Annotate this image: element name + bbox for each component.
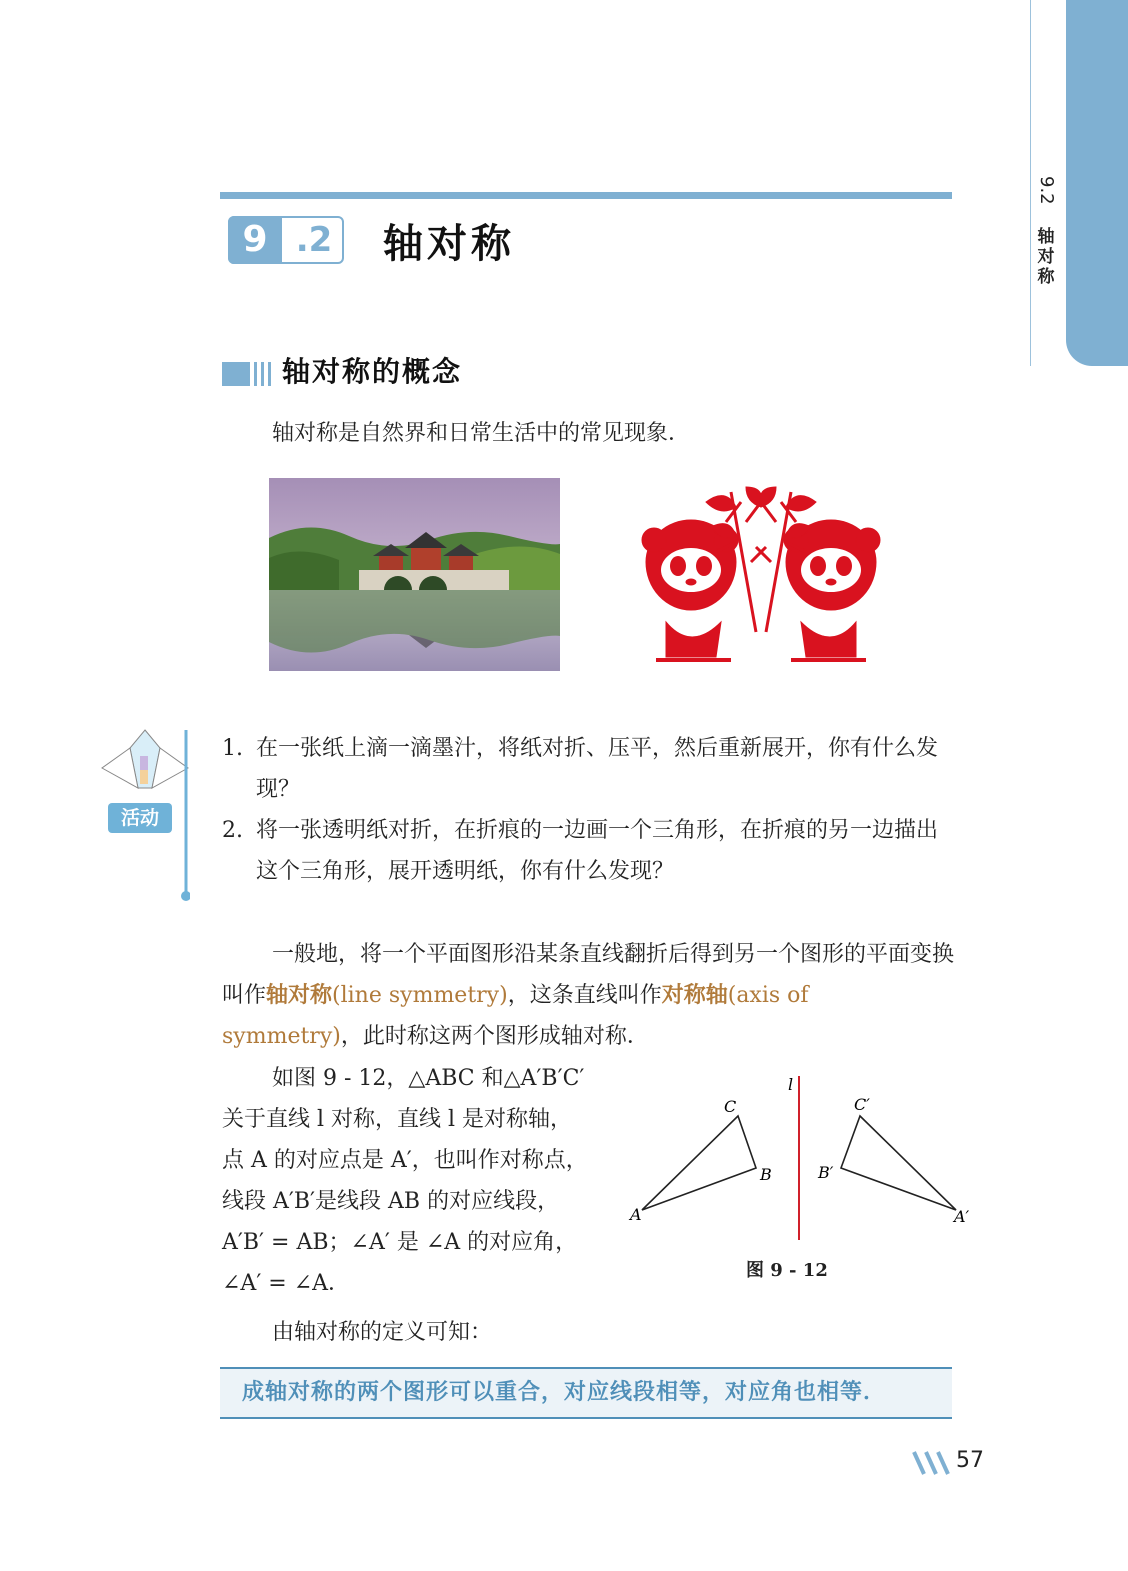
section-top-rule — [220, 192, 952, 199]
example-line: 线段 A′B′是线段 AB 的对应线段， — [222, 1189, 560, 1214]
activity-item-text: 在一张纸上滴一滴墨汁，将纸对折、压平，然后重新展开，你有什么发现？ — [256, 736, 939, 802]
term-line-symmetry: 轴对称 — [266, 983, 333, 1008]
activity-item: 1. 在一张纸上滴一滴墨汁，将纸对折、压平，然后重新展开，你有什么发现？ — [222, 736, 939, 802]
lead-text: 由轴对称的定义可知： — [272, 1320, 493, 1345]
side-tab-text — [1036, 176, 1058, 287]
example-line: 关于直线 l 对称，直线 l 是对称轴， — [222, 1107, 573, 1132]
label-b-prime: B′ — [818, 1163, 834, 1182]
triangle-abc — [642, 1116, 756, 1210]
panda-papercut — [636, 482, 886, 672]
label-b: B — [760, 1165, 772, 1184]
activity-item: 2. 将一张透明纸对折，在折痕的一边画一个三角形，在折痕的另一边描出这个三角形，展开透明纸，你有什么发现？ — [222, 818, 939, 884]
subsection-title: 轴对称的概念 — [282, 355, 463, 388]
side-divider — [1030, 0, 1031, 366]
definition-paragraph: 一般地，将一个平面图形沿某条直线翻折后得到另一个图形的平面变换叫作轴对称(line symmetry)，这条直线叫作对称轴(axis of symmetry)，此时称这两个图形成轴对称． — [222, 942, 955, 1049]
triangle-a2b2c2 — [841, 1116, 956, 1210]
conclusion-box — [220, 1367, 952, 1419]
section-minor: .2 — [295, 220, 333, 260]
side-section-number: 9.2 — [1036, 176, 1057, 205]
conclusion-text: 成轴对称的两个图形可以重合，对应线段相等，对应角也相等． — [242, 1380, 887, 1405]
symmetry-figure — [626, 1070, 971, 1285]
activity-label: 活动 — [108, 803, 172, 833]
term-axis-of-symmetry: 对称轴 — [661, 983, 728, 1008]
section-title: 轴对称 — [383, 221, 515, 267]
label-l: l — [788, 1075, 794, 1094]
intro-text: 轴对称是自然界和日常生活中的常见现象． — [272, 421, 691, 446]
label-c-prime: C′ — [854, 1095, 870, 1114]
example-paragraph — [222, 1058, 622, 1304]
example-line: 点 A 的对应点是 A′，也叫作对称点， — [222, 1148, 588, 1173]
chapter-side-tab — [1066, 0, 1128, 366]
label-c: C — [724, 1097, 737, 1116]
activity-item-text: 将一张透明纸对折，在折痕的一边画一个三角形，在折痕的另一边描出这个三角形，展开透明纸，你有什么发现？ — [256, 818, 939, 884]
page-marker-icon — [912, 1448, 954, 1476]
label-a-prime: A′ — [954, 1207, 970, 1226]
example-line: ∠A′ = ∠A． — [222, 1271, 351, 1296]
side-section-title: 轴对称 — [1037, 226, 1055, 287]
subsection-marker-icon — [222, 360, 274, 388]
figure-caption: 图 9 - 12 — [746, 1260, 828, 1281]
example-line: 如图 9 - 12，△ABC 和△A′B′C′ — [272, 1066, 585, 1091]
section-number-badge — [228, 216, 344, 264]
page-number: 57 — [912, 1448, 1002, 1478]
example-line: A′B′ = AB；∠A′ 是 ∠A 的对应角， — [222, 1230, 578, 1255]
section-major: 9 — [228, 216, 282, 264]
label-a: A — [630, 1205, 642, 1224]
bridge-photo — [269, 478, 560, 671]
activity-list — [222, 728, 957, 892]
